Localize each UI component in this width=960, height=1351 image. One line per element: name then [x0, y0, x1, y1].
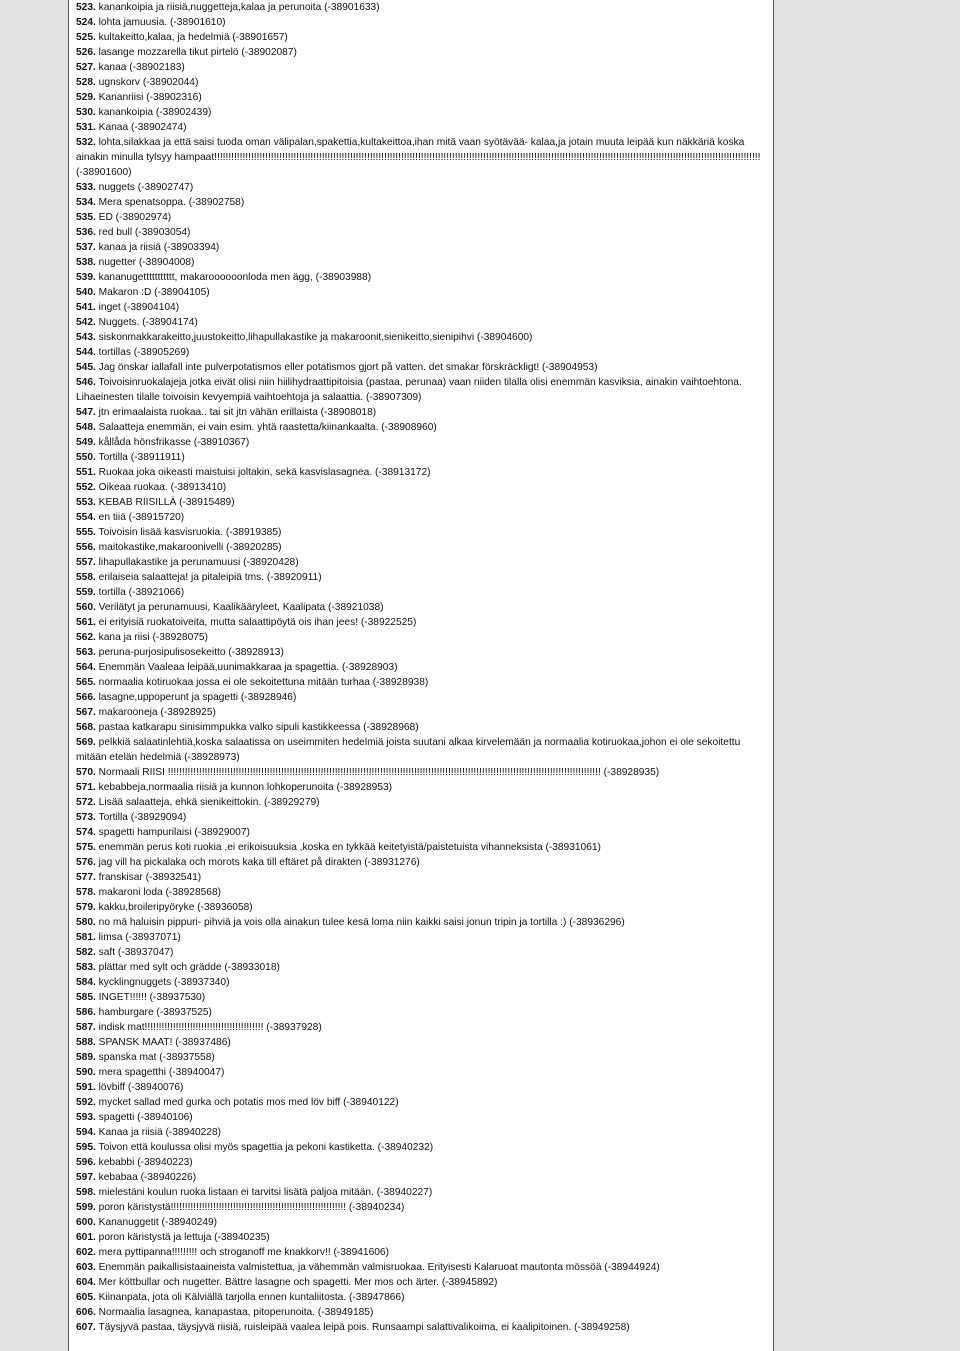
entry-text: kakku,broileripyöryke (-38936058) [98, 902, 253, 913]
list-item [76, 840, 769, 855]
entry-text: hamburgare (-38937525) [98, 1007, 212, 1018]
entry-number: 538. [76, 257, 96, 268]
entry-text: peruna-purjosipulisosekeitto (-38928913) [98, 647, 284, 658]
entry-text: makaroni loda (-38928568) [98, 887, 221, 898]
entry-text: poron käristystä!!!!!!!!!!!!!!!!!!!!!!!!!!!!!!!!!!!!!!!!!!!!!!!!!!!!!!!!!!!!!! (-38940234) [98, 1202, 405, 1213]
entry-number: 603. [76, 1262, 96, 1273]
list-item [76, 1050, 769, 1065]
list-item [76, 300, 769, 315]
entry-text: mycket sallad med gurka och potatis mos med löv biff (-38940122) [98, 1097, 399, 1108]
list-item [76, 360, 769, 375]
entry-number: 555. [76, 527, 96, 538]
list-item [76, 570, 769, 585]
entry-text: kycklingnuggets (-38937340) [98, 977, 230, 988]
entry-number: 599. [76, 1202, 96, 1213]
entry-number: 578. [76, 887, 96, 898]
entry-text: Toivon että koulussa olisi myös spagettia ja pekoni kastiketta. (-38940232) [98, 1142, 434, 1153]
entry-number: 587. [76, 1022, 96, 1033]
list-item [76, 615, 769, 630]
entry-text: lövbiff (-38940076) [98, 1082, 184, 1093]
entry-number: 530. [76, 107, 96, 118]
entry-text: Kananriisi (-38902316) [98, 92, 202, 103]
entry-number: 566. [76, 692, 96, 703]
list-item [76, 870, 769, 885]
entry-number: 552. [76, 482, 96, 493]
entry-number: 589. [76, 1052, 96, 1063]
entry-number: 526. [76, 47, 96, 58]
entry-number: 576. [76, 857, 96, 868]
entry-text: Salaatteja enemmän, ei vain esim. yhtä raastetta/kiinankaalta. (-38908960) [98, 422, 437, 433]
response-list [69, 0, 773, 1335]
entry-number: 560. [76, 602, 96, 613]
list-item [76, 645, 769, 660]
list-item [76, 195, 769, 210]
entry-number: 606. [76, 1307, 96, 1318]
entry-text: ugnskorv (-38902044) [98, 77, 199, 88]
entry-text: mielestäni koulun ruoka listaan ei tarvitsi lisätä paljoa mitään. (-38940227) [98, 1187, 433, 1198]
entry-text: siskonmakkarakeitto,juustokeitto,lihapullakastike ja makaroonit,sienikeitto,sienipihvi (-38904600) [98, 332, 533, 343]
list-item [76, 1065, 769, 1080]
entry-number: 541. [76, 302, 96, 313]
entry-number: 581. [76, 932, 96, 943]
entry-number: 595. [76, 1142, 96, 1153]
entry-text: inget (-38904104) [98, 302, 180, 313]
entry-text: spagetti (-38940106) [98, 1112, 193, 1123]
list-item [76, 1140, 769, 1155]
list-item [76, 495, 769, 510]
list-item [76, 1110, 769, 1125]
list-item [76, 1230, 769, 1245]
entry-text: Enemmän Vaaleaa leipää,uunimakkaraa ja spagettia. (-38928903) [98, 662, 398, 673]
list-item [76, 285, 769, 300]
list-item [76, 75, 769, 90]
entry-text: SPANSK MAAT! (-38937486) [98, 1037, 231, 1048]
list-item [76, 330, 769, 345]
entry-number: 551. [76, 467, 96, 478]
entry-number: 539. [76, 272, 96, 283]
entry-text: lohta jamuusia. (-38901610) [98, 17, 226, 28]
entry-number: 567. [76, 707, 96, 718]
entry-text: poron käristystä ja lettuja (-38940235) [98, 1232, 270, 1243]
entry-text: jag vill ha pickalaka och morots kaka till eftäret på dirakten (-38931276) [98, 857, 420, 868]
entry-text: kebabbi (-38940223) [98, 1157, 193, 1168]
list-item [76, 540, 769, 555]
entry-number: 559. [76, 587, 96, 598]
entry-number: 527. [76, 62, 96, 73]
list-item [76, 480, 769, 495]
entry-number: 601. [76, 1232, 96, 1243]
list-item [76, 1200, 769, 1215]
list-item [76, 915, 769, 930]
list-item [76, 1170, 769, 1185]
list-item [76, 690, 769, 705]
entry-number: 580. [76, 917, 96, 928]
entry-text: lohta,silakkaa ja että saisi tuoda oman välipalan,spakettia,kultakeittoa,ihan mitä vaan syötävää- kalaa,ja jotain muuta leipää kun näkkäriä koska ainakin minulla tylsyy hampaat!!!!!!!!!!!!!!!!!!!!!!!!!!!!!!!!!!!!!!!!!!!!!!!!!!!!!!!!!!!!!!!!!!!!!!!!!!!!!!!!!!!!!!!!!!!!!!!!!!!!!!!!!!!!!!!!!!!!!!!!!!!!!!!!!!!!!!!!!!!!!!!!!!!!!!!!!!!!!!!!!!!!!!!!!!!!!!!!!!!!!!!!!!!!!!!!! (-38901600) [76, 137, 761, 178]
list-item [76, 435, 769, 450]
entry-number: 598. [76, 1187, 96, 1198]
entry-text: KEBAB RIISILLÄ (-38915489) [98, 497, 235, 508]
entry-number: 536. [76, 227, 96, 238]
list-item [76, 885, 769, 900]
entry-number: 600. [76, 1217, 96, 1228]
entry-text: Toivoisin lisää kasvisruokia. (-38919385) [98, 527, 282, 538]
entry-text: kananugettttttttttt, makaroooooonloda men ägg, (-38903988) [98, 272, 372, 283]
entry-text: tortillas (-38905269) [98, 347, 190, 358]
entry-number: 540. [76, 287, 96, 298]
list-item [76, 420, 769, 435]
entry-number: 529. [76, 92, 96, 103]
list-item [76, 1035, 769, 1050]
entry-number: 579. [76, 902, 96, 913]
list-item [76, 1005, 769, 1020]
list-item [76, 990, 769, 1005]
entry-text: Täysjyvä pastaa, täysjyvä riisiä, ruisleipää vaalea leipä pois. Runsaampi salattivalikoima, ei kaalipitoinen. (-38949258) [98, 1322, 630, 1333]
list-item [76, 225, 769, 240]
list-item [76, 30, 769, 45]
entry-number: 570. [76, 767, 96, 778]
list-item [76, 675, 769, 690]
entry-number: 542. [76, 317, 96, 328]
entry-text: kebabbeja,normaalia riisiä ja kunnon lohkoperunoita (-38928953) [98, 782, 393, 793]
entry-number: 550. [76, 452, 96, 463]
entry-text: Kanaa ja riisiä (-38940228) [98, 1127, 221, 1138]
list-item [76, 510, 769, 525]
list-item [76, 600, 769, 615]
entry-number: 584. [76, 977, 96, 988]
list-item [76, 660, 769, 675]
entry-text: enemmän perus koti ruokia ,ei erikoisuuksia ,koska en tykkää keitetyistä/paistetuista vihanneksista (-38931061) [98, 842, 601, 853]
entry-number: 563. [76, 647, 96, 658]
entry-text: kultakeitto,kalaa, ja hedelmiä (-38901657) [98, 32, 288, 43]
list-item [76, 240, 769, 255]
entry-number: 572. [76, 797, 96, 808]
entry-text: limsa (-38937071) [98, 932, 181, 943]
list-item [76, 810, 769, 825]
entry-number: 596. [76, 1157, 96, 1168]
entry-number: 602. [76, 1247, 96, 1258]
list-item [76, 1080, 769, 1095]
entry-number: 575. [76, 842, 96, 853]
entry-number: 531. [76, 122, 96, 133]
entry-text: Tortilla (-38911911) [98, 452, 185, 463]
entry-text: nuggets (-38902747) [98, 182, 194, 193]
entry-number: 543. [76, 332, 96, 343]
list-item [76, 375, 769, 405]
entry-number: 607. [76, 1322, 96, 1333]
list-item [76, 450, 769, 465]
list-item [76, 120, 769, 135]
entry-number: 591. [76, 1082, 96, 1093]
entry-text: Kiinanpata, jota oli Kälviällä tarjolla ennen kuntaliitosta. (-38947866) [98, 1292, 405, 1303]
list-item [76, 855, 769, 870]
entry-text: Makaron :D (-38904105) [98, 287, 210, 298]
entry-text: spagetti hampurilaisi (-38929007) [98, 827, 250, 838]
list-item [76, 795, 769, 810]
list-item [76, 960, 769, 975]
entry-text: ei erityisiä ruokatoiveita, mutta salaattipöytä ois ihan jees! (-38922525) [98, 617, 417, 628]
entry-text: plättar med sylt och grädde (-38933018) [98, 962, 280, 973]
entry-number: 554. [76, 512, 96, 523]
entry-number: 534. [76, 197, 96, 208]
entry-text: nugetter (-38904008) [98, 257, 195, 268]
entry-number: 588. [76, 1037, 96, 1048]
list-item [76, 930, 769, 945]
list-item [76, 975, 769, 990]
entry-number: 549. [76, 437, 96, 448]
entry-number: 604. [76, 1277, 96, 1288]
entry-text: erilaiseia salaatteja! ja pitaleipiä tms. (-38920911) [98, 572, 322, 583]
list-item [76, 1155, 769, 1170]
list-item [76, 1125, 769, 1140]
entry-number: 525. [76, 32, 96, 43]
list-item [76, 0, 769, 15]
entry-number: 585. [76, 992, 96, 1003]
entry-text: kanaa (-38902183) [98, 62, 185, 73]
entry-text: mera pyttipanna!!!!!!!!! och stroganoff me knakkorv!! (-38941606) [98, 1247, 389, 1258]
entry-number: 533. [76, 182, 96, 193]
entry-number: 577. [76, 872, 96, 883]
entry-text: Kananuggetit (-38940249) [98, 1217, 218, 1228]
list-item [76, 210, 769, 225]
entry-number: 535. [76, 212, 96, 223]
entry-number: 605. [76, 1292, 96, 1303]
list-item [76, 1095, 769, 1110]
entry-text: Jag önskar iallafall inte pulverpotatismos eller potatismos gjort på vatten. det smakar förskräckligt! (-38904953) [98, 362, 598, 373]
entry-text: kanankoipia ja riisiä,nuggetteja,kalaa ja perunoita (-38901633) [98, 2, 380, 13]
entry-number: 528. [76, 77, 96, 88]
entry-number: 583. [76, 962, 96, 973]
entry-number: 558. [76, 572, 96, 583]
list-item [76, 90, 769, 105]
entry-text: pastaa katkarapu sinisimmpukka valko sipuli kastikkeessa (-38928968) [98, 722, 419, 733]
entry-number: 582. [76, 947, 96, 958]
entry-number: 548. [76, 422, 96, 433]
entry-text: kana ja riisi (-38928075) [98, 632, 208, 643]
entry-number: 532. [76, 137, 96, 148]
list-item [76, 180, 769, 195]
list-item [76, 945, 769, 960]
entry-text: normaalia kotiruokaa jossa ei ole sekoitettuna mitään turhaa (-38928938) [98, 677, 429, 688]
entry-text: kållåda hönsfrikasse (-38910367) [98, 437, 250, 448]
entry-text: Oikeaa ruokaa. (-38913410) [98, 482, 227, 493]
entry-text: Ruokaa joka oikeasti maistuisi joltakin, sekä kasvislasagnea. (-38913172) [98, 467, 431, 478]
list-item [76, 1260, 769, 1275]
entry-text: INGET!!!!!! (-38937530) [98, 992, 206, 1003]
entry-text: maitokastike,makaroonivelli (-38920285) [98, 542, 282, 553]
entry-number: 553. [76, 497, 96, 508]
list-item [76, 1275, 769, 1290]
entry-number: 569. [76, 737, 96, 748]
list-item [76, 270, 769, 285]
entry-number: 568. [76, 722, 96, 733]
entry-number: 562. [76, 632, 96, 643]
list-item [76, 720, 769, 735]
entry-text: saft (-38937047) [98, 947, 174, 958]
entry-text: kebabaa (-38940226) [98, 1172, 197, 1183]
entry-number: 523. [76, 2, 96, 13]
document-page [68, 0, 774, 1351]
entry-text: makarooneja (-38928925) [98, 707, 216, 718]
entry-number: 592. [76, 1097, 96, 1108]
entry-text: lasagne,uppoperunt ja spagetti (-38928946) [98, 692, 297, 703]
entry-number: 593. [76, 1112, 96, 1123]
entry-text: Normaalia lasagnea, kanapastaa, pitoperunoita. (-38949185) [98, 1307, 374, 1318]
entry-number: 571. [76, 782, 96, 793]
list-item [76, 735, 769, 765]
list-item [76, 15, 769, 30]
entry-number: 537. [76, 242, 96, 253]
entry-number: 557. [76, 557, 96, 568]
list-item [76, 345, 769, 360]
entry-number: 590. [76, 1067, 96, 1078]
entry-number: 597. [76, 1172, 96, 1183]
entry-text: no mä haluisin pippuri- pihviä ja vois olla ainakun tulee kesä loma niin kaikki saisi jonun tripin ja tortilla :) (-38936296) [98, 917, 625, 928]
entry-text: Nuggets. (-38904174) [98, 317, 198, 328]
list-item [76, 405, 769, 420]
entry-text: Enemmän paikallisistaaineista valmistettua, ja vähemmän valmisruokaa. Erityisesti Kalaruoat mautonta mössöä (-38944924) [98, 1262, 660, 1273]
entry-text: lasange mozzarella tikut pirtelö (-38902087) [98, 47, 297, 58]
entry-text: Verilätyt ja perunamuusi, Kaalikääryleet, Kaalipata (-38921038) [98, 602, 384, 613]
list-item [76, 555, 769, 570]
entry-number: 544. [76, 347, 96, 358]
list-item [76, 765, 769, 780]
entry-number: 545. [76, 362, 96, 373]
entry-text: lihapullakastike ja perunamuusi (-38920428) [98, 557, 299, 568]
entry-text: Mera spenatsoppa. (-38902758) [98, 197, 245, 208]
list-item [76, 465, 769, 480]
entry-text: jtn erimaalaista ruokaa.. tai sit jtn vähän erillaista (-38908018) [98, 407, 377, 418]
entry-text: mera spagetthi (-38940047) [98, 1067, 225, 1078]
entry-text: ED (-38902974) [98, 212, 172, 223]
entry-text: red bull (-38903054) [98, 227, 191, 238]
list-item [76, 255, 769, 270]
list-item [76, 900, 769, 915]
list-item [76, 45, 769, 60]
entry-text: kanaa ja riisiä (-38903394) [98, 242, 220, 253]
list-item [76, 1185, 769, 1200]
list-item [76, 585, 769, 600]
entry-text: franskisar (-38932541) [98, 872, 202, 883]
list-item [76, 1320, 769, 1335]
list-item [76, 105, 769, 120]
list-item [76, 1305, 769, 1320]
entry-number: 565. [76, 677, 96, 688]
list-item [76, 1020, 769, 1035]
entry-text: kanankoipia (-38902439) [98, 107, 212, 118]
entry-number: 594. [76, 1127, 96, 1138]
entry-number: 574. [76, 827, 96, 838]
entry-text: Toivoisinruokalajeja jotka eivät olisi niin hiilihydraattipitoisia (pastaa, perunaa) vaan niiden tilalla olisi enemmän kasviksia, ainakin vaihtoehtona. Lihaeinesten tilalle toivoisin kevyempiä vaihtoehtoja ja salaattia. (-38907309) [76, 377, 742, 403]
entry-number: 561. [76, 617, 96, 628]
list-item [76, 825, 769, 840]
entry-number: 556. [76, 542, 96, 553]
entry-text: Mer köttbullar och nugetter. Bättre lasagne och spagetti. Mer mos och ärter. (-38945892) [98, 1277, 498, 1288]
entry-number: 524. [76, 17, 96, 28]
entry-text: tortilla (-38921066) [98, 587, 185, 598]
list-item [76, 1215, 769, 1230]
entry-number: 586. [76, 1007, 96, 1018]
list-item [76, 630, 769, 645]
list-item [76, 525, 769, 540]
entry-number: 564. [76, 662, 96, 673]
list-item [76, 315, 769, 330]
list-item [76, 1245, 769, 1260]
entry-text: spanska mat (-38937558) [98, 1052, 215, 1063]
list-item [76, 780, 769, 795]
entry-text: Lisää salaatteja, ehkä sienikeittokin. (-38929279) [98, 797, 320, 808]
list-item [76, 705, 769, 720]
list-item [76, 60, 769, 75]
entry-text: pelkkiä salaatinlehtiä,koska salaatissa on useimmiten hedelmiä joista suutani alkaa kirvelemään ja normaalia kotiruokaa,johon ei ole sekoitettu mitään etelän hedelmiä (-38928973) [76, 737, 741, 763]
entry-text: indisk mat!!!!!!!!!!!!!!!!!!!!!!!!!!!!!!!!!!!!!!!!!! (-38937928) [98, 1022, 322, 1033]
entry-text: en tiiä (-38915720) [98, 512, 185, 523]
entry-number: 547. [76, 407, 96, 418]
entry-text: Normaali RIISI !!!!!!!!!!!!!!!!!!!!!!!!!!!!!!!!!!!!!!!!!!!!!!!!!!!!!!!!!!!!!!!!!!!!!!!!!!!!!!!!!!!!!!!!!!!!!!!!!!!!!!!!!!!!!!!!!!!!!!!!!!!!!!!!!!!!!!!!!!!!!!!!!!!!!!!!! (-38928935) [98, 767, 660, 778]
entry-text: Tortilla (-38929094) [98, 812, 187, 823]
entry-number: 573. [76, 812, 96, 823]
list-item [76, 1290, 769, 1305]
entry-text: Kanaa (-38902474) [98, 122, 187, 133]
entry-number: 546. [76, 377, 96, 388]
list-item [76, 135, 769, 180]
